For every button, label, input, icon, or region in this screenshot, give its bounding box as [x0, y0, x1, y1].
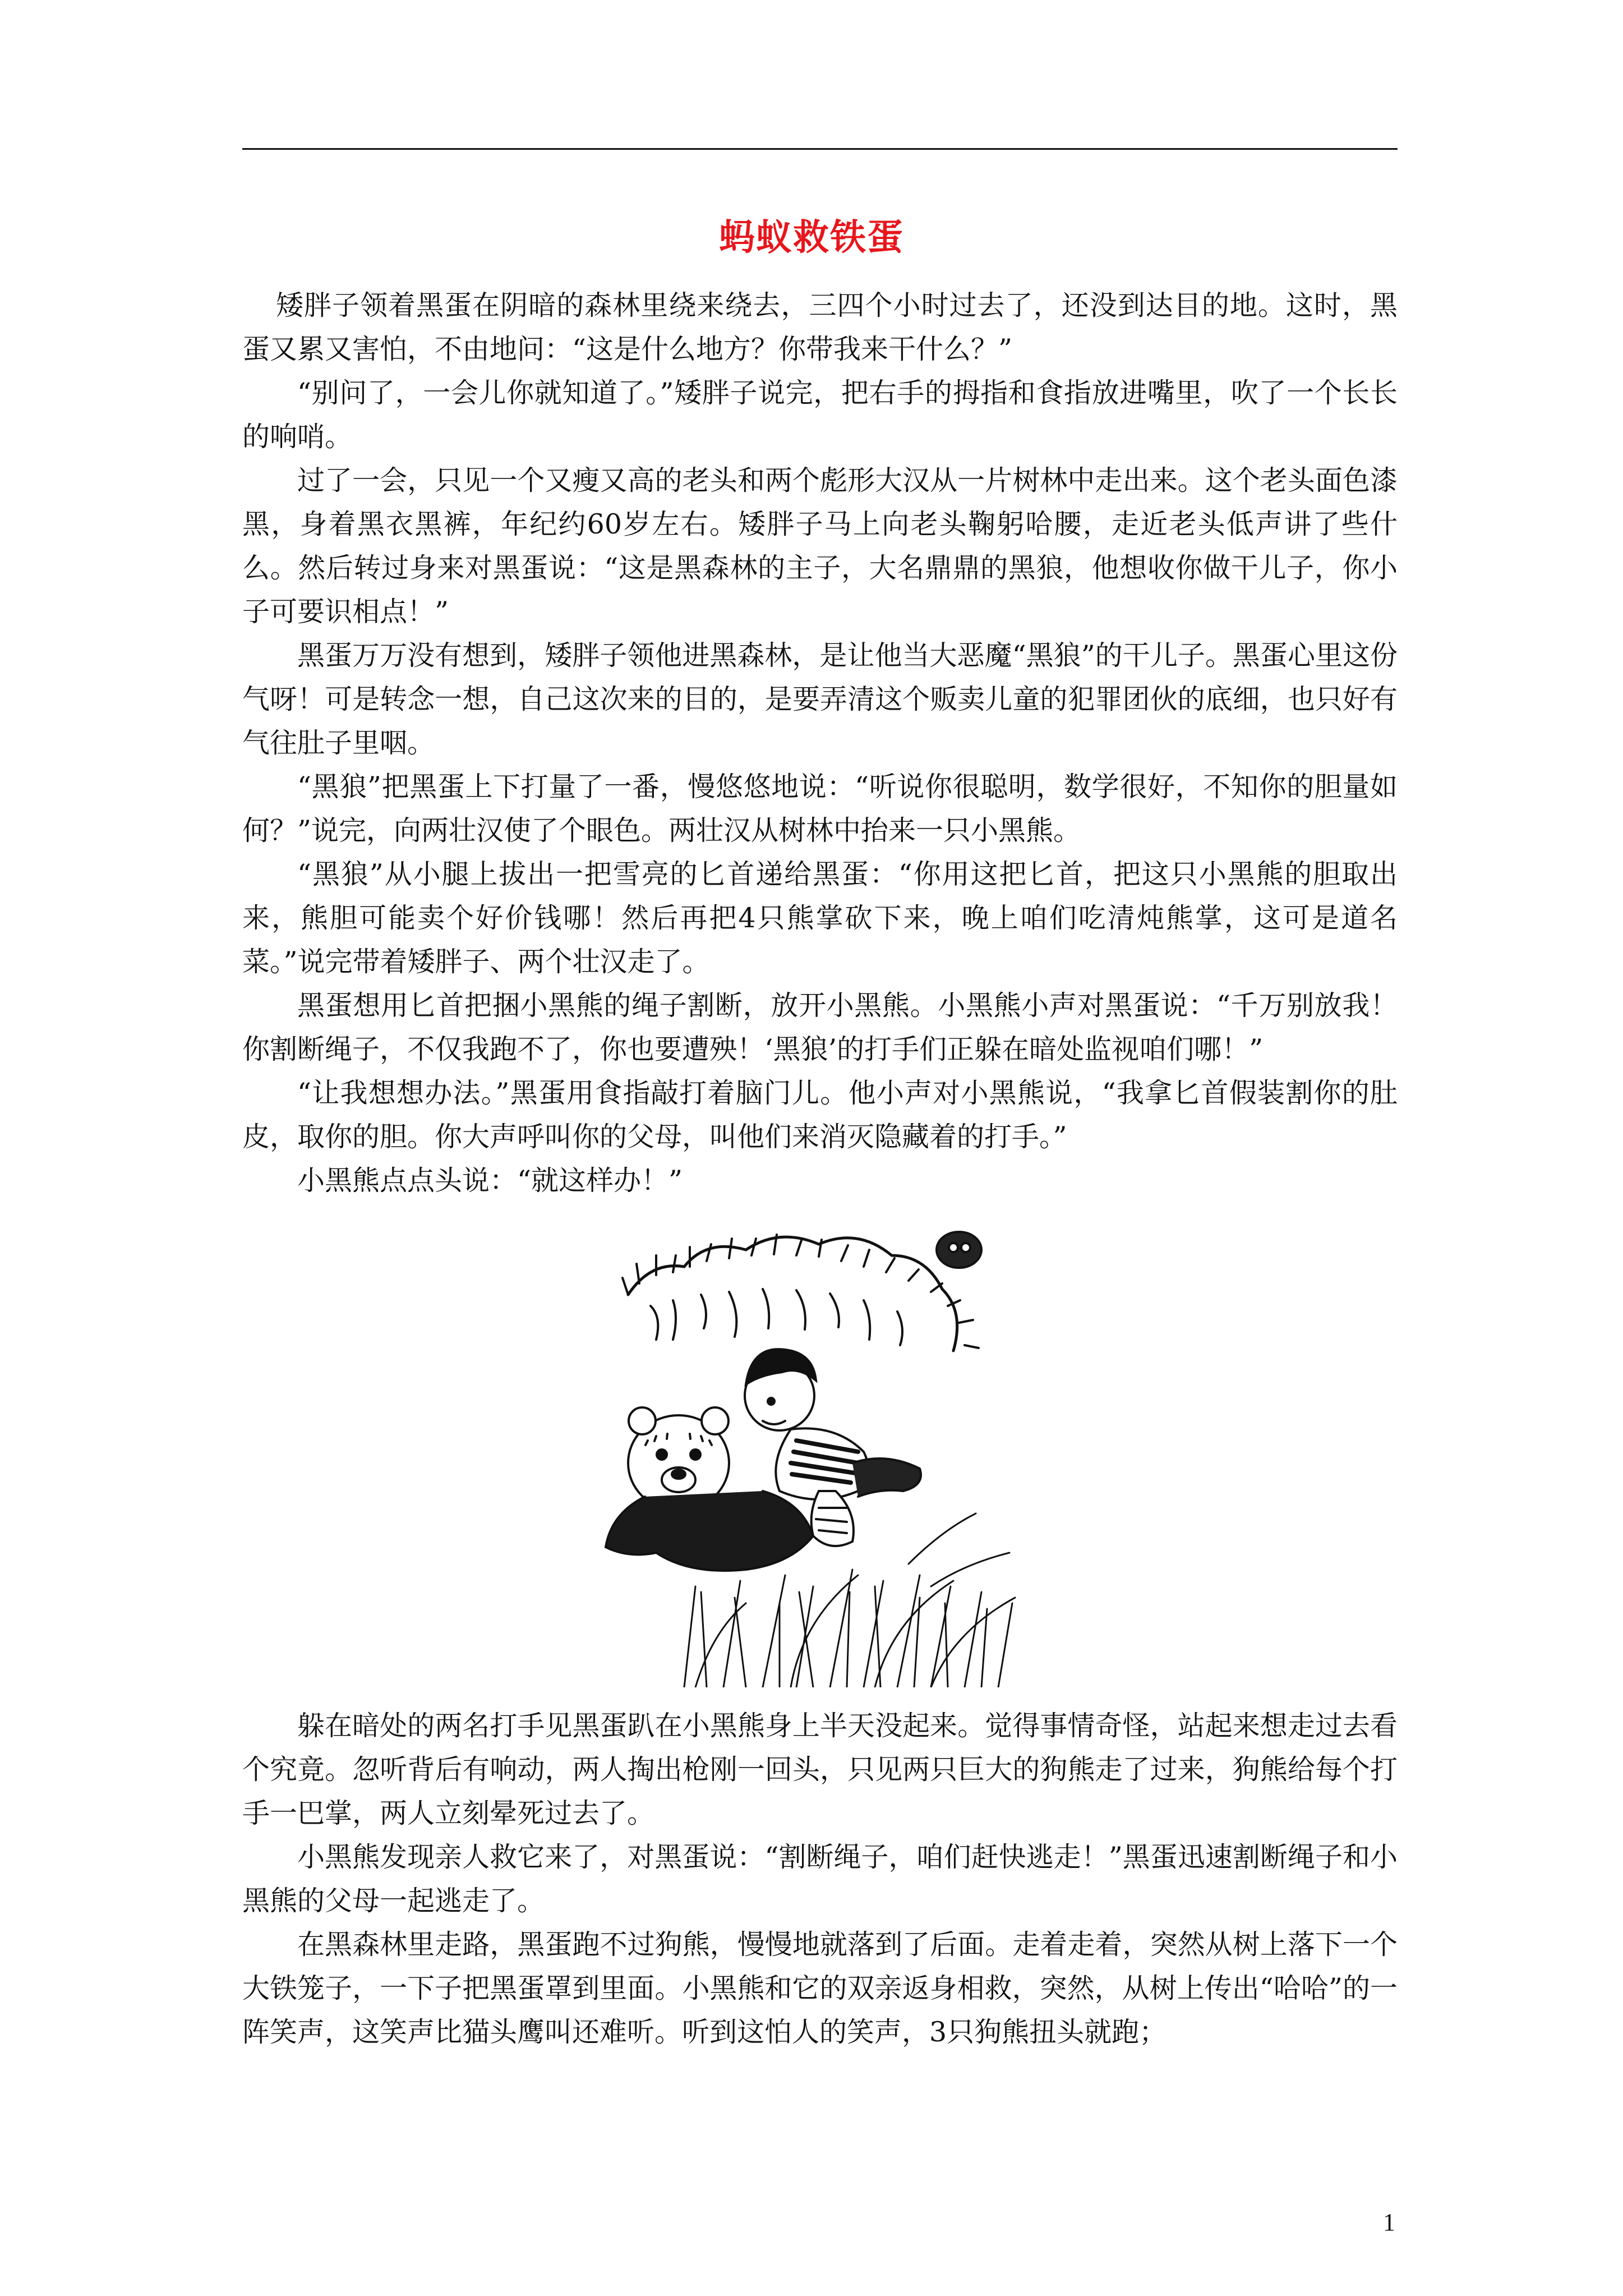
header-rule	[242, 148, 1398, 150]
paragraph: “黑狼”把黑蛋上下打量了一番，慢悠悠地说：“听说你很聪明，数学很好，不知你的胆量如何？”说完，向两壮汉使了个眼色。两壮汉从树林中抬来一只小黑熊。	[242, 771, 1398, 846]
paragraph: 黑蛋万万没有想到，矮胖子领他进黑森林，是让他当大恶魔“黑狼”的干儿子。黑蛋心里这份气呀！可是转念一想，自己这次来的目的，是要弄清这个贩卖儿童的犯罪团伙的底细，也只好有气往肚子里咽。	[242, 639, 1398, 759]
paragraph: “让我想想办法。”黑蛋用食指敲打着脑门儿。他小声对小黑熊说，“我拿匕首假装割你的肚皮，取你的胆。你大声呼叫你的父母，叫他们来消灭隐藏着的打手。”	[242, 1077, 1398, 1153]
story-text-top	[242, 284, 1398, 1203]
paragraph: “黑狼”从小腿上拔出一把雪亮的匕首递给黑蛋：“你用这把匕首，把这只小黑熊的胆取出来，熊胆可能卖个好价钱哪！然后再把4只熊掌砍下来，晚上咱们吃清炖熊掌，这可是道名菜。”说完带着矮胖子、两个壮汉走了。	[242, 858, 1398, 978]
paragraph: “别问了，一会儿你就知道了。”矮胖子说完，把右手的拇指和食指放进嘴里，吹了一个长长的响哨。	[242, 377, 1398, 453]
page-number: 1	[1383, 2208, 1395, 2236]
illustration-boy-and-bear	[594, 1227, 1066, 1687]
paragraph: 黑蛋想用匕首把捆小黑熊的绳子割断，放开小黑熊。小黑熊小声对黑蛋说：“千万别放我！你割断绳子，不仅我跑不了，你也要遭殃！‘黑狼’的打手们正躲在暗处监视咱们哪！”	[242, 990, 1398, 1065]
story-title: 蚂蚁救铁蛋	[719, 217, 904, 259]
paragraph: 躲在暗处的两名打手见黑蛋趴在小黑熊身上半天没起来。觉得事情奇怪，站起来想走过去看个究竟。忽听背后有响动，两人掏出枪刚一回头，只见两只巨大的狗熊走了过来，狗熊给每个打手一巴掌，两人立刻晕死过去了。	[242, 1710, 1398, 1829]
paragraph: 小黑熊发现亲人救它来了，对黑蛋说：“割断绳子，咱们赶快逃走！”黑蛋迅速割断绳子和小黑熊的父母一起逃走了。	[242, 1841, 1398, 1917]
story-text-bottom	[242, 1704, 1398, 2054]
paragraph: 小黑熊点点头说：“就这样办！”	[297, 1165, 683, 1197]
paragraph: 在黑森林里走路，黑蛋跑不过狗熊，慢慢地就落到了后面。走着走着，突然从树上落下一个大铁笼子，一下子把黑蛋罩到里面。小黑熊和它的双亲返身相救，突然，从树上传出“哈哈”的一阵笑声，这笑声比猫头鹰叫还难听。听到这怕人的笑声，3只狗熊扭头就跑；	[242, 1929, 1398, 2048]
paragraph: 过了一会，只见一个又瘦又高的老头和两个彪形大汉从一片树林中走出来。这个老头面色漆黑，身着黑衣黑裤，年纪约60岁左右。矮胖子马上向老头鞠躬哈腰，走近老头低声讲了些什么。然后转过身来对黑蛋说：“这是黑森林的主子，大名鼎鼎的黑狼，他想收你做干儿子，你小子可要识相点！”	[242, 464, 1398, 628]
paragraph: 矮胖子领着黑蛋在阴暗的森林里绕来绕去，三四个小时过去了，还没到达目的地。这时，黑蛋又累又害怕，不由地问：“这是什么地方？你带我来干什么？”	[242, 289, 1398, 365]
